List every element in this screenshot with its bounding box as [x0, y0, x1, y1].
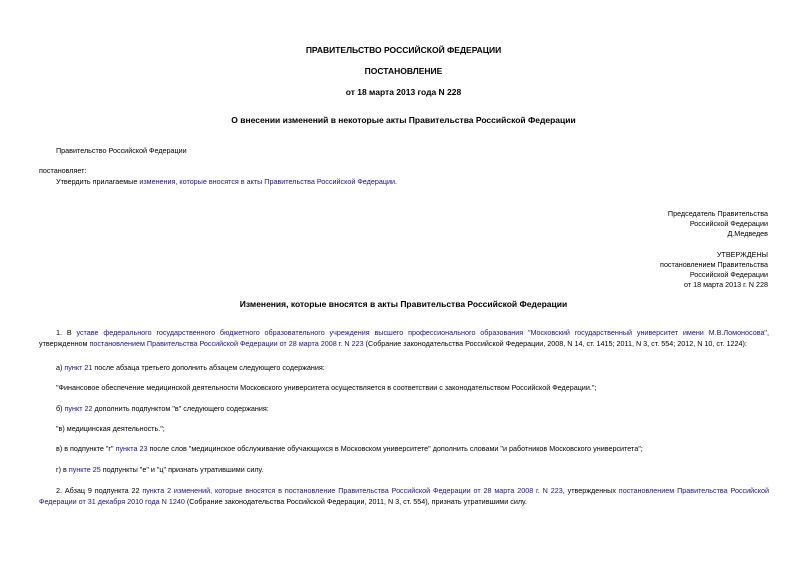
item-1 [39, 328, 769, 349]
document-title: О внесении изменений в некоторые акты Правительства Российской Федерации [231, 115, 576, 125]
point-22-link[interactable]: пункт 22 [64, 404, 93, 413]
charter-link[interactable]: уставе федерального государственного бюджетного образовательного учреждения высшего профессионального образования "Московский государственный университет имени М.В.Ломоносова" [76, 328, 767, 337]
signature-country: Российской Федерации [689, 219, 768, 228]
signature-position: Председатель Правительства [667, 209, 768, 218]
quote-b: "в) медицинская деятельность."; [56, 424, 165, 433]
government-heading: ПРАВИТЕЛЬСТВО РОССИЙСКОЙ ФЕДЕРАЦИИ [305, 45, 502, 55]
item-2-tail: (Собрание законодательства Российской Федерации, 2011, N 3, ст. 554), признать утратившими силу. [184, 496, 527, 506]
changes-223-link[interactable]: пункта 2 изменений, которые вносятся в постановление Правительства Российской Федерации от 28 марта 2008 г. N 223 [142, 486, 563, 495]
item-1-number: 1. В [56, 328, 77, 337]
intro-approve-line [56, 177, 397, 187]
approved-date: от 18 марта 2013 г. N 228 [683, 280, 768, 289]
item-2 [39, 486, 769, 507]
approved-block [660, 250, 768, 290]
sub-b-prefix: б) [56, 404, 65, 413]
item-1-mid: , утвержденном [39, 328, 769, 348]
signature-block [668, 209, 768, 239]
document-type: ПОСТАНОВЛЕНИЕ [364, 66, 443, 76]
approve-prefix: Утвердить прилагаемые [56, 177, 140, 186]
approve-suffix: . [394, 177, 397, 186]
resolution-223-link[interactable]: постановлением Правительства Российской Федерации от 28 марта 2008 г. N 223 [89, 338, 364, 348]
intro-resolves: постановляет: [39, 166, 87, 175]
sub-v-text: после слов "медицинское обслуживание обучающихся в Московском университете" дополнить словами "и работников Московского университета"; [147, 444, 643, 453]
sub-g-text: подпункты "е" и "ц" признать утратившими силу. [100, 465, 264, 474]
item-1-tail: (Собрание законодательства Российской Федерации, 2008, N 14, ст. 1415; 2011, N 3, ст. 554; 2012, N 10, ст. 1224): [363, 338, 747, 348]
sub-v-prefix: в) в подпункте "г" [56, 444, 116, 453]
quote-a: "Финансовое обеспечение медицинской деятельности Московского университета осуществляется в соответствии с законодательством Российской Федерации."; [56, 383, 597, 392]
approved-heading: УТВЕРЖДЕНЫ [716, 250, 768, 259]
sub-item-v [56, 444, 643, 454]
resolution-1240-link[interactable]: постановлением Правительства Российской Федерации от 31 декабря 2010 года N 1240 [39, 486, 770, 506]
sub-g-prefix: г) в [56, 465, 69, 474]
sub-item-a [56, 363, 325, 373]
point-25-link[interactable]: пункте 25 [68, 465, 101, 474]
item-2-mid: , утвержденных [562, 486, 619, 495]
approved-country: Российской Федерации [689, 270, 768, 279]
intro-government-line: Правительство Российской Федерации [56, 146, 187, 155]
document-date: от 18 марта 2013 года N 228 [345, 87, 462, 97]
approved-by: постановлением Правительства [660, 260, 768, 269]
sub-b-text: дополнить подпунктом "в" следующего содержания: [92, 404, 269, 413]
point-21-link[interactable]: пункт 21 [64, 363, 93, 372]
sub-a-text: после абзаца третьего дополнить абзацем следующего содержания: [92, 363, 325, 372]
point-23-link[interactable]: пункта 23 [115, 444, 148, 453]
sub-item-g [56, 465, 263, 475]
changes-title: Изменения, которые вносятся в акты Правительства Российской Федерации [239, 299, 568, 309]
signature-name: Д.Медведев [727, 229, 768, 238]
changes-link[interactable]: изменения, которые вносятся в акты Правительства Российской Федерации [139, 177, 395, 186]
item-2-text: 2. Абзац 9 подпункта 22 [56, 486, 143, 495]
sub-a-prefix: а) [56, 363, 65, 372]
sub-item-b [56, 404, 269, 414]
